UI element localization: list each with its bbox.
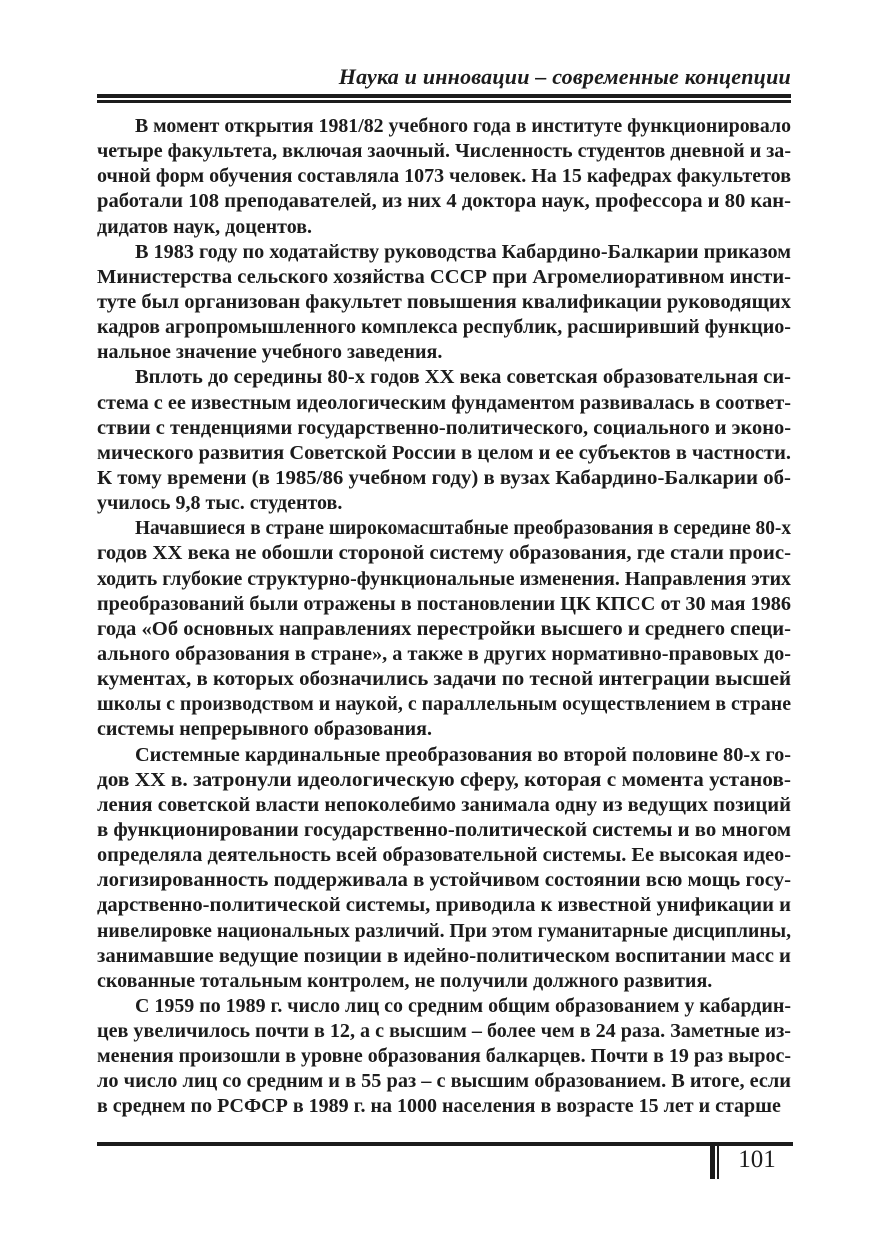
text-line: Системные кардинальные преобразования во второй половине 80-х го- (135, 743, 791, 766)
text-line: ствии с тенденциями государственно-политического, социального и эконо- (97, 416, 791, 439)
footer-divider-bar-thin (717, 1142, 719, 1179)
text-line: Вплоть до середины 80-х годов XX века советская образовательная си- (135, 366, 791, 389)
header-rule (97, 94, 791, 103)
text-line: в функционировании государственно-политической системы и во многом (97, 818, 791, 841)
paragraph (97, 743, 791, 994)
text-line: нальное значение учебного заведения. (97, 341, 443, 364)
text-line: стема с ее известным идеологическим фундаментом развивалась в соответ- (97, 391, 791, 414)
text-line: четыре факультета, включая заочный. Численность студентов дневной и за- (97, 140, 791, 163)
page-number: 101 (738, 1146, 776, 1173)
paragraph (97, 114, 791, 240)
text-line: работали 108 преподавателей, из них 4 доктора наук, профессора и 80 кан- (97, 190, 791, 213)
paragraph (97, 365, 791, 516)
text-line: скованные тотальным контролем, не получили должного развития. (97, 969, 713, 992)
text-line: в среднем по РСФСР в 1989 г. на 1000 населения в возрасте 15 лет и старше (97, 1095, 781, 1118)
text-line: туте был организован факультет повышения квалификации руководящих (97, 290, 792, 313)
body-text (97, 114, 791, 1120)
paragraph (97, 994, 791, 1120)
text-line: нивелировке национальных различий. При этом гуманитарные дисциплины, (97, 919, 791, 942)
text-line: очной форм обучения составляла 1073 человек. На 15 кафедрах факультетов (97, 165, 791, 188)
text-line: годов XX века не обошли стороной систему образования, где стали проис- (97, 542, 791, 565)
text-line: определяла деятельность всей образовательной системы. Ее высокая идео- (97, 844, 791, 867)
text-line: К тому времени (в 1985/86 учебном году) в вузах Кабардино-Балкарии об- (97, 466, 791, 489)
text-line: дидатов наук, доцентов. (97, 215, 313, 238)
text-line: ло число лиц со средним и в 55 раз – с высшим образованием. В итоге, если (97, 1070, 791, 1093)
text-line: мического развития Советской России в целом и ее субъектов в частности. (97, 441, 791, 464)
footer-divider-bar-thick (710, 1142, 715, 1179)
running-header-title: Наука и инновации – современные концепции (338, 64, 791, 89)
text-line: Начавшиеся в стране широкомасштабные преобразования в середине 80-х (135, 517, 791, 540)
text-line: кадров агропромышленного комплекса республик, расширивший функцио- (97, 316, 791, 339)
text-line: Министерства сельского хозяйства СССР при Агромелиоративном инсти- (97, 265, 791, 288)
text-line: дарственно-политической системы, приводила к известной унификации и (97, 894, 792, 917)
text-line: ходить глубокие структурно-функциональные изменения. Направления этих (97, 567, 791, 590)
text-line: ального образования в стране», а также в других нормативно-правовых до- (97, 642, 791, 665)
text-line: занимавшие ведущие позиции в идейно-политическом воспитании масс и (97, 944, 792, 967)
text-line: В момент открытия 1981/82 учебного года в институте функционировало (135, 115, 791, 137)
text-line: логизированность поддерживала в устойчивом состоянии всю мощь госу- (97, 869, 791, 892)
footer-rule (97, 1142, 793, 1146)
text-line: школы с производством и наукой, с параллельным осуществлением в стране (97, 693, 791, 716)
text-line: цев увеличилось почти в 12, а с высшим – более чем в 24 раза. Заметные из- (97, 1020, 791, 1043)
text-line: В 1983 году по ходатайству руководства Кабардино-Балкарии приказом (135, 240, 791, 263)
text-line: преобразований были отражены в постановлении ЦК КПСС от 30 мая 1986 (97, 592, 791, 615)
text-line: ления советской власти непоколебимо занимала одну из ведущих позиций (97, 793, 791, 816)
paragraph (97, 240, 791, 366)
text-line: училось 9,8 тыс. студентов. (97, 492, 343, 515)
paragraph (97, 516, 791, 742)
text-line: менения произошли в уровне образования балкарцев. Почти в 19 раз вырос- (97, 1045, 791, 1068)
text-line: системы непрерывного образования. (97, 718, 432, 741)
text-line: дов XX в. затронули идеологическую сферу, которая с момента установ- (97, 768, 792, 791)
text-line: года «Об основных направлениях перестройки высшего и среднего специ- (97, 617, 791, 640)
text-line: С 1959 по 1989 г. число лиц со средним общим образованием у кабардин- (135, 994, 791, 1017)
text-line: кументах, в которых обозначились задачи по тесной интеграции высшей (97, 668, 791, 691)
